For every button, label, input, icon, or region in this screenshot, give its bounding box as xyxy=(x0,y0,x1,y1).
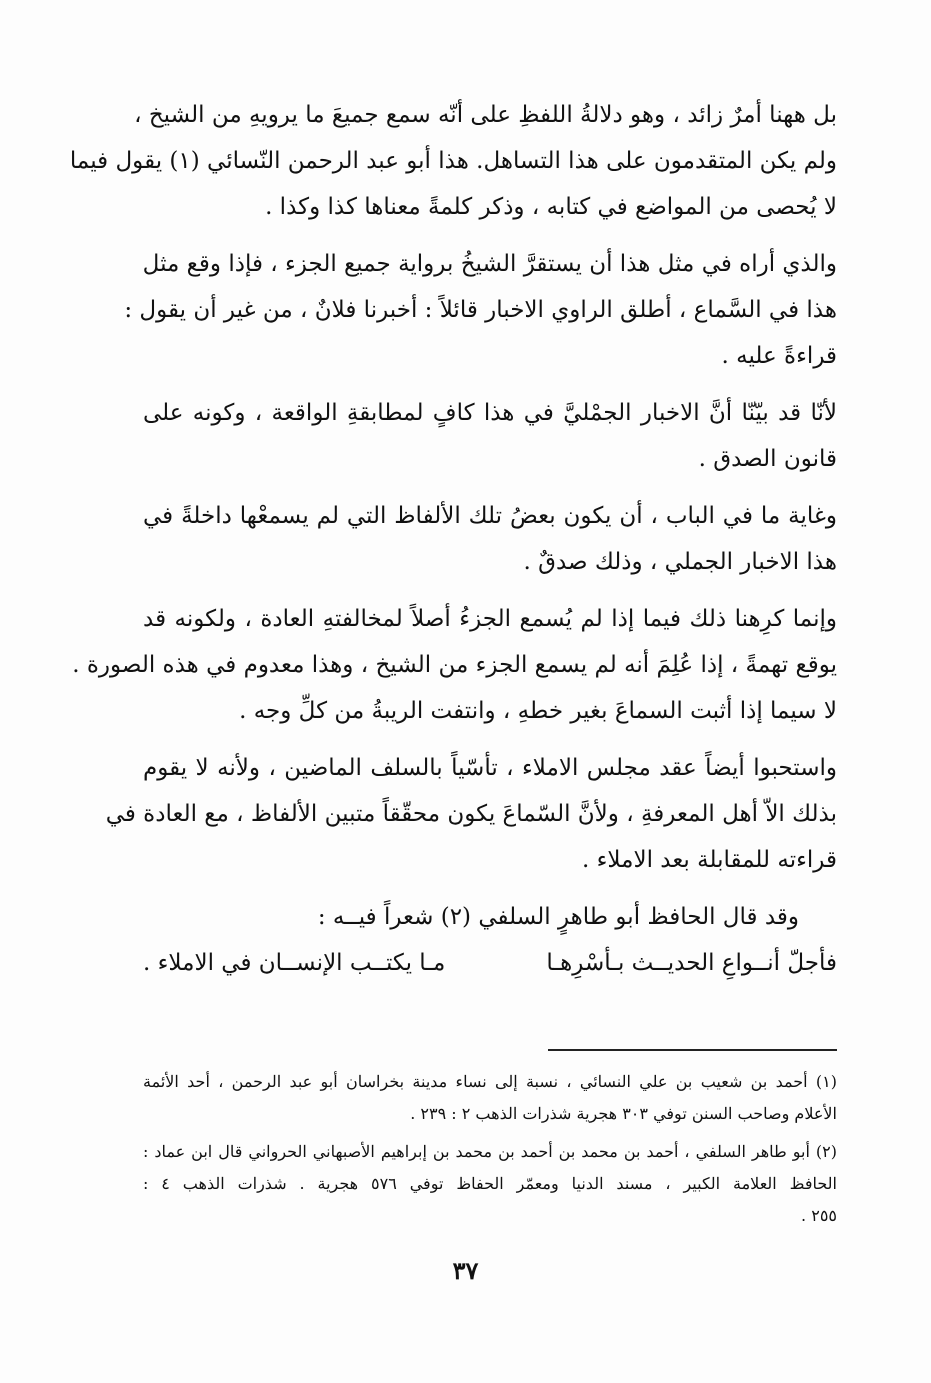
text-line: لأنّا قد بيّنّا أنَّ الاخبار الجمْليَّ في هذا كافٍ لمطابقةِ الواقعة ، وكونه على xyxy=(143,400,837,426)
footnote-line: (١) أحمد بن شعيب بن علي النسائي ، نسبة إلى نساء مدينة بخراسان أبو عبد الرحمن ، أحد الأئمة xyxy=(143,1072,837,1091)
text-line: قراءةً عليه . xyxy=(721,343,837,369)
paragraph-4 xyxy=(143,493,837,585)
paragraph-3 xyxy=(143,390,837,482)
footnote-line: الحافظ العلامة الكبير ، مسند الدنيا ومعمّر الحفاظ توفي ٥٧٦ هجرية . شذرات الذهب ٤ : xyxy=(143,1174,837,1193)
page-number: ٣٧ xyxy=(452,1256,479,1285)
verse-first-hemistich: فأجلّ أنــواعِ الحديــث بـأسْرِهـا xyxy=(546,950,837,976)
text-line: وإنما كرِهنا ذلك فيما إذا لم يُسمع الجزءُ أصلاً لمخالفتهِ العادة ، ولكونه قد xyxy=(143,606,837,632)
footnote-divider xyxy=(548,1049,837,1051)
footnotes xyxy=(143,1066,837,1238)
text-line: هذا الاخبار الجملي ، وذلك صدقٌ . xyxy=(523,549,837,575)
verse-intro: وقد قال الحافظ أبو طاهرٍ السلفي (٢) شعراً فيــه : xyxy=(317,904,799,930)
text-line: قراءته للمقابلة بعد الاملاء . xyxy=(581,847,837,873)
text-line: وغاية ما في الباب ، أن يكون بعضُ تلك الألفاظ التي لم يسمعْها داخلةً في xyxy=(143,503,837,529)
paragraph-2 xyxy=(124,241,837,379)
paragraph-5 xyxy=(72,596,837,734)
footnote-2 xyxy=(143,1136,837,1232)
verse-line xyxy=(143,940,837,986)
verse-second-hemistich: مـا يكتــب الإنســان في الاملاء . xyxy=(143,950,446,976)
text-line: هذا في السَّماع ، أطلق الراوي الاخبار قائلاً : أخبرنا فلانٌ ، من غير أن يقول : xyxy=(124,297,837,323)
text-line: واستحبوا أيضاً عقد مجلس الاملاء ، تأسّياً بالسلف الماضين ، ولأنه لا يقوم xyxy=(143,755,837,781)
verse-block xyxy=(143,894,837,986)
text-line: يوقع تهمةً ، إذا عُلِمَ أنه لم يسمع الجزء من الشيخ ، وهذا معدوم في هذه الصورة . xyxy=(72,652,837,678)
footnote-line: ٢٥٥ . xyxy=(801,1206,837,1225)
text-line: لا سيما إذا أثبت السماعَ بغير خطهِ ، وانتفت الريبةُ من كلِّ وجه . xyxy=(239,698,837,724)
text-line: بذلك الاّ أهل المعرفةِ ، ولأنَّ السّماعَ يكون محقّقاً متبين الألفاظ ، مع العادة في xyxy=(105,801,837,827)
text-line: ولم يكن المتقدمون على هذا التساهل. هذا أبو عبد الرحمن النّسائي (١) يقول فيما xyxy=(69,148,837,174)
text-line: بل ههنا أمرٌ زائد ، وهو دلالةُ اللفظِ على أنّه سمع جميعَ ما يرويهِ من الشيخ ، xyxy=(134,102,837,128)
text-line: والذي أراه في مثل هذا أن يستقرَّ الشيخُ برواية جميع الجزء ، فإذا وقع مثل xyxy=(142,251,837,277)
paragraph-6 xyxy=(105,745,837,883)
footnote-line: (٢) أبو طاهر السلفي ، أحمد بن محمد بن أحمد بن محمد بن إبراهيم الأصبهاني الحرواني قال ابن عماد : xyxy=(143,1142,837,1161)
text-line: لا يُحصى من المواضع في كتابه ، وذكر كلمةً معناها كذا وكذا . xyxy=(265,194,837,220)
footnote-line: الأعلام وصاحب السنن توفي ٣٠٣ هجرية شذرات الذهب ٢ : ٢٣٩ . xyxy=(410,1104,837,1123)
text-line: قانون الصدق . xyxy=(698,446,837,472)
paragraph-1 xyxy=(69,92,837,230)
main-text xyxy=(69,92,837,997)
footnote-1 xyxy=(143,1066,837,1130)
